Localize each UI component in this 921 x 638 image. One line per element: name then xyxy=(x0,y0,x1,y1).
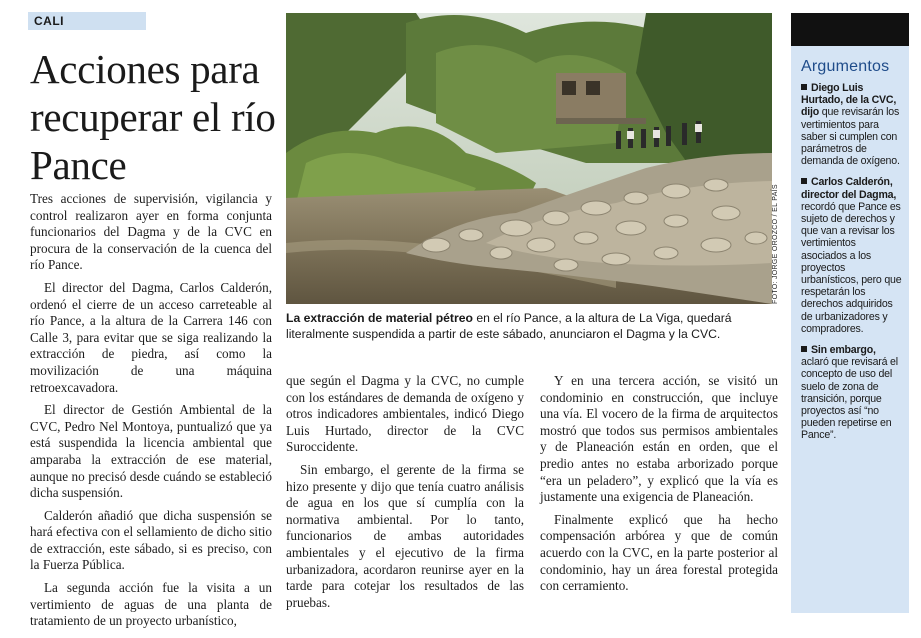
sidebar-item-text: aclaró que revisará el concepto de uso del suelo de zona de transición, porque proyectos así “no pueden repetirse en Pance”. xyxy=(801,356,898,442)
sidebar-title: Argumentos xyxy=(801,58,890,75)
square-bullet-icon xyxy=(801,178,807,184)
paragraph: que según el Dagma y la CVC, no cumple con los estándares de demanda de oxígeno y otros indicadores ambientales, indicó Diego Luis Hurtado, director de la CVC Suroccidente. xyxy=(286,373,524,455)
paragraph: Sin embargo, el gerente de la firma se hizo presente y dijo que tenía cuatro análisis de agua en los que sí cumplía con la normativa ambiental. Por lo tanto, funcionarios de ambas autoridades ambientales y el ejecutivo de la firma urbanizadora, acordaron reunirse ayer en la tarde para cotejar los resultados de las pruebas. xyxy=(286,461,524,610)
paragraph: El director del Dagma, Carlos Calderón, ordenó el cierre de un acceso carreteable al río Pance, a la altura de la Carrera 146 con Calle 3, para evitar que se siga realizando la extracción de piedra, así como la movilización de una máquina retroexcavadora. xyxy=(30,279,272,395)
sidebar-item xyxy=(791,82,909,167)
photo-caption xyxy=(286,310,776,342)
body-column-1 xyxy=(30,191,272,630)
caption-lead: La extracción de material pétreo xyxy=(286,311,473,325)
paragraph: La segunda acción fue la visita a un vertimiento de aguas de una planta de tratamiento de un proyecto urbanístico, xyxy=(30,580,272,629)
square-bullet-icon xyxy=(801,346,807,352)
headline: Acciones para recuperar el río Pance xyxy=(30,46,276,188)
sidebar-header-bar xyxy=(791,13,909,46)
paragraph: Tres acciones de supervisión, vigilancia y control realizaron ayer en forma conjunta funcionarios del Dagma y de la CVC en procura de la conservación de la cuenca del río Pance. xyxy=(30,191,272,273)
body-column-3 xyxy=(540,373,778,595)
paragraph: Finalmente explicó que ha hecho compensación arbórea y que de común acuerdo con la CVC, en la parte posterior al condominio, hay un área forestal protegida con cerramiento. xyxy=(540,511,778,594)
caption-text: en el río Pance, a la altura de La Viga, quedará literalmente suspendida a partir de este sábado, anunciaron el Dagma y la CVC. xyxy=(286,311,732,341)
sidebar-item-lead: Diego Luis Hurtado, de la CVC, dijo xyxy=(801,82,897,119)
sidebar-argumentos xyxy=(791,13,909,613)
square-bullet-icon xyxy=(801,84,807,90)
body-column-2 xyxy=(286,373,524,611)
paragraph: El director de Gestión Ambiental de la CVC, Pedro Nel Montoya, puntualizó que ya está suspendida la licencia ambiental que amparaba la extracción de ese material, aunque no precisó desde cuándo se estableció dicha suspensión. xyxy=(30,402,272,501)
sidebar-item-lead: Carlos Calderón, director del Dagma, xyxy=(801,176,897,201)
sidebar-item-text: recordó que Pance es sujeto de derechos y que van a revisar los vertimientos asociados a los proyectos urbanísticos, pero que respetarán los derechos adquiridos de urbanizadores y compradores. xyxy=(801,200,902,335)
paragraph: Calderón añadió que dicha suspensión se hará efectiva con el sellamiento de dicho sitio de extracción, este sábado, si es preciso, con la Fuerza Pública. xyxy=(30,507,272,573)
river-photo xyxy=(286,13,772,304)
sidebar-item-text: que revisarán los vertimientos para saber si cumplen con parámetros de demanda de oxígeno. xyxy=(801,106,900,168)
section-tag: CALI xyxy=(28,12,146,30)
sidebar-item-lead: Sin embargo, xyxy=(811,344,876,357)
sidebar-item xyxy=(791,176,909,335)
sidebar-item xyxy=(791,344,909,442)
paragraph: Y en una tercera acción, se visitó un condominio en construcción, que incluye una vía. El vocero de la firma de arquitectos mostró que todos sus permisos ambientales y de Planeación están en orden, que el predio antes no estaba arborizado porque “era un peladero”, y explicó que la vía es justamente una exigencia de Planeación. xyxy=(540,373,778,505)
